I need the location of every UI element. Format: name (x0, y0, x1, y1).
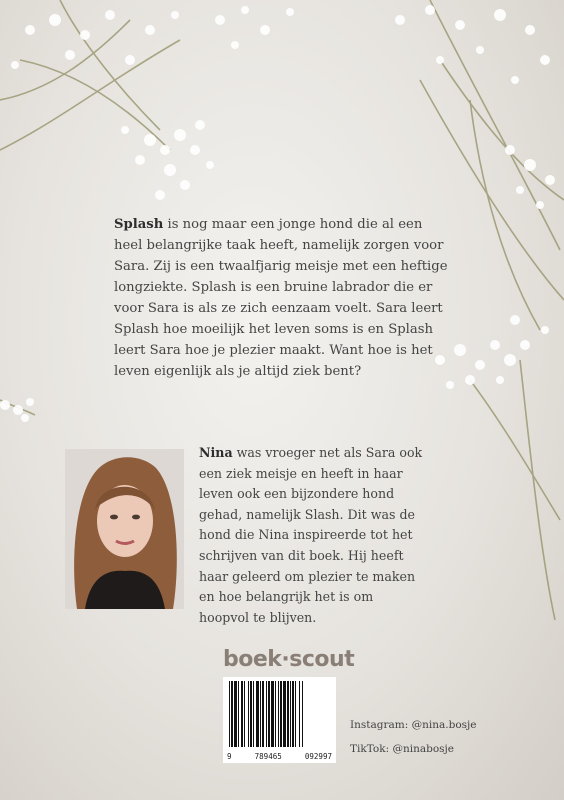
author-name: Nina (199, 445, 233, 460)
publisher-logo-separator: · (281, 647, 290, 672)
publisher-logo-part2: scout (289, 647, 355, 672)
author-bio-text: was vroeger net als Sara ook een ziek meisje en heeft in haar leven ook een bijzondere hond gehad, namelijk Slash. Dit was de hond die Nina inspireerde tot het schrijven van dit boek. Hij heeft haar geleerd om plezier te maken en hoe belangrijk het is om hoopvol te blijven. (199, 445, 423, 625)
blurb-text: is nog maar een jonge hond die al een heel belangrijke taak heeft, namelijk zorgen voor Sara. Zij is een twaalfjarig meisje met een heftige longziekte. Splash is een bruine labrador die er voor Sara is als ze zich eenzaam voelt. Sara leert Splash hoe moeilijk het leven soms is en Splash leert Sara hoe je plezier maakt. Want hoe is het leven eigenlijk als je altijd ziek bent? (114, 217, 448, 379)
blurb-paragraph (114, 214, 454, 382)
publisher-logo-part1: boek (223, 647, 282, 672)
barcode-group-1: 789465 (254, 752, 282, 761)
author-bio (199, 443, 427, 628)
barcode-lead-digit: 9 (227, 752, 232, 761)
isbn-barcode (223, 677, 336, 763)
barcode-bars (223, 677, 336, 751)
blurb-title-word: Splash (114, 217, 164, 232)
barcode-number (223, 752, 336, 761)
author-photo (65, 449, 184, 609)
tiktok-handle: TikTok: @ninabosje (350, 743, 455, 755)
author-portrait-image (65, 449, 184, 609)
barcode-group-2: 092997 (304, 752, 332, 761)
instagram-handle: Instagram: @nina.bosje (350, 719, 477, 731)
publisher-logo (223, 647, 354, 672)
